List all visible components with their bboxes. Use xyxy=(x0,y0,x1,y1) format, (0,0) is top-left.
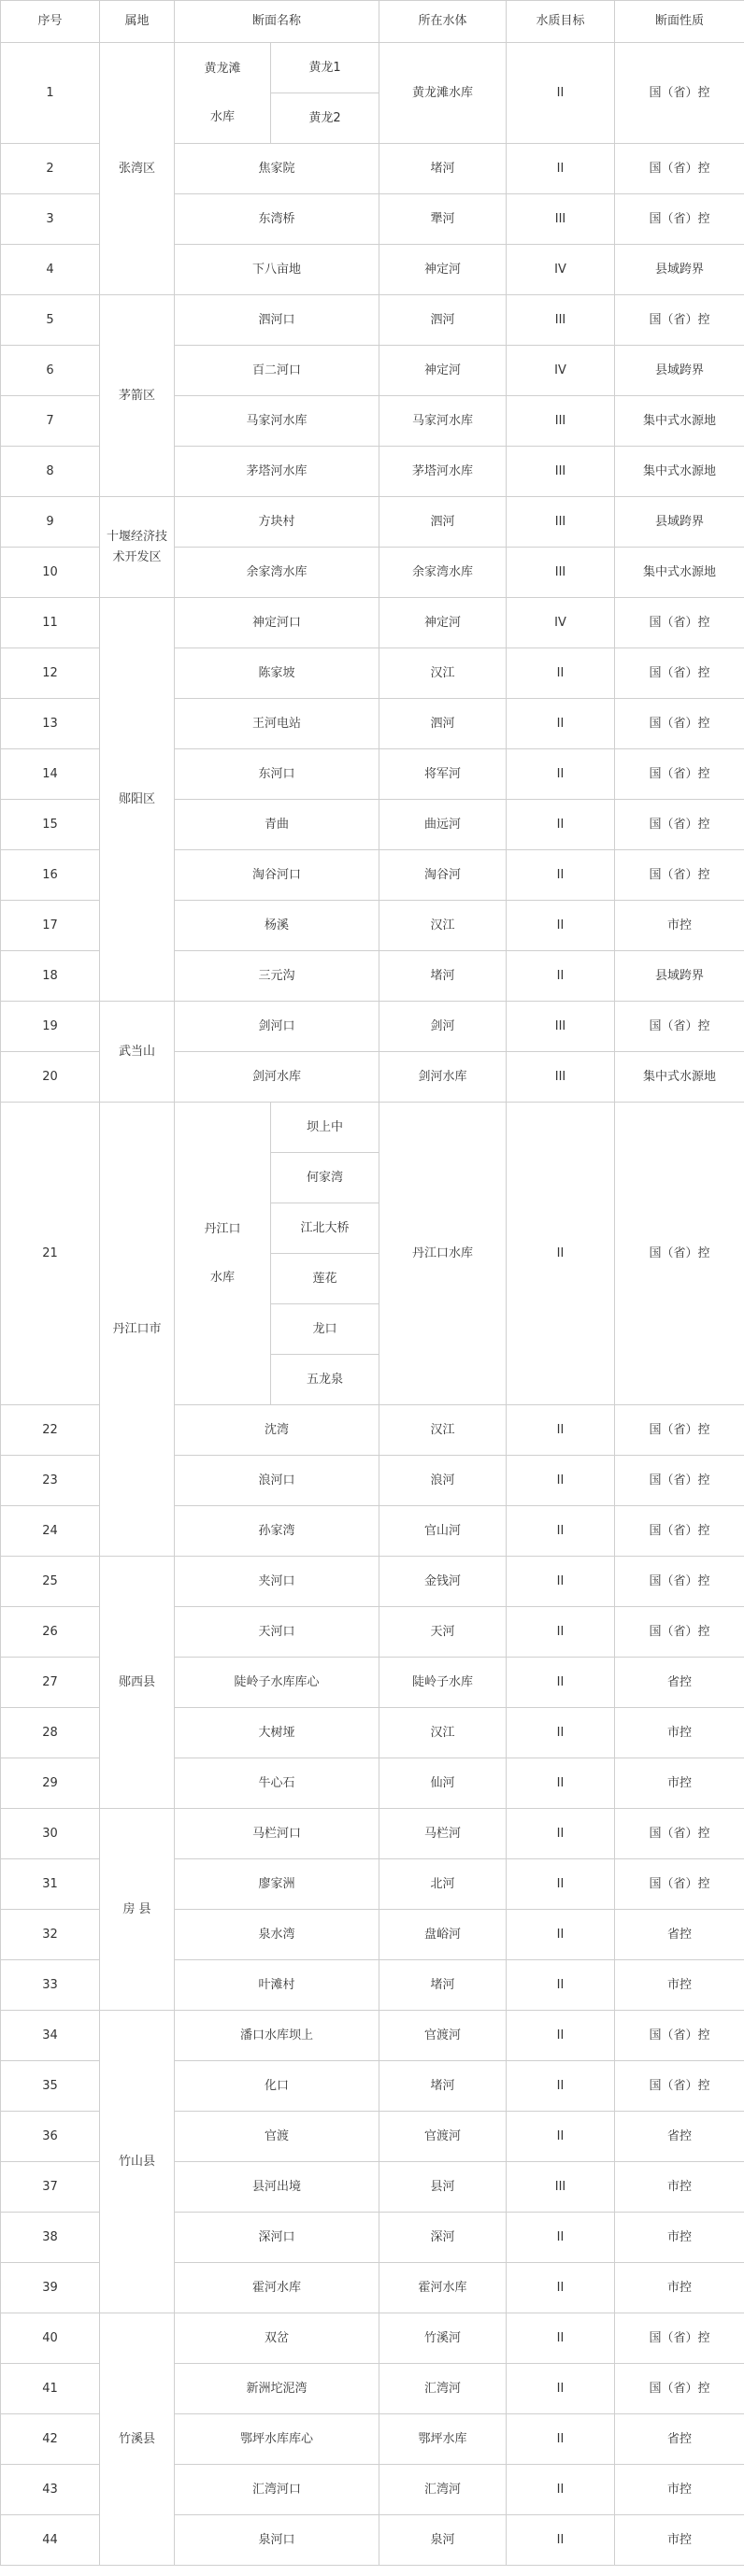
quality-target: III xyxy=(507,295,615,346)
district-cell: 张湾区 xyxy=(100,43,175,295)
section-name: 深河口 xyxy=(175,2213,379,2263)
district-cell: 十堰经济技术开发区 xyxy=(100,497,175,598)
section-nature: 国（省）控 xyxy=(615,1002,744,1052)
section-nature: 国（省）控 xyxy=(615,2061,744,2112)
water-body: 陡岭子水库 xyxy=(379,1658,507,1708)
quality-target: II xyxy=(507,951,615,1002)
section-name: 天河口 xyxy=(175,1607,379,1658)
row-no: 31 xyxy=(1,1859,100,1910)
section-name: 神定河口 xyxy=(175,598,379,648)
section-nature: 国（省）控 xyxy=(615,1456,744,1506)
row-no: 34 xyxy=(1,2011,100,2061)
water-body: 黄龙滩水库 xyxy=(379,43,507,144)
water-body: 淘谷河 xyxy=(379,850,507,901)
row-no: 36 xyxy=(1,2112,100,2162)
water-body: 曲远河 xyxy=(379,800,507,850)
table-row xyxy=(1,1809,744,1859)
header-district: 属地 xyxy=(100,1,175,43)
table-row xyxy=(1,295,744,346)
row-no: 13 xyxy=(1,699,100,749)
quality-target: II xyxy=(507,1405,615,1456)
water-body: 神定河 xyxy=(379,598,507,648)
water-body: 堵河 xyxy=(379,1960,507,2011)
water-body: 汉江 xyxy=(379,1708,507,1758)
section-nature: 国（省）控 xyxy=(615,699,744,749)
section-nature: 国（省）控 xyxy=(615,43,744,144)
quality-target: IV xyxy=(507,245,615,295)
quality-target: II xyxy=(507,2061,615,2112)
section-nature: 国（省）控 xyxy=(615,2364,744,2414)
header-quality-target: 水质目标 xyxy=(507,1,615,43)
section-name: 王河电站 xyxy=(175,699,379,749)
district-cell: 丹江口市 xyxy=(100,1103,175,1557)
sub-section-name: 何家湾 xyxy=(271,1153,379,1203)
section-nature: 国（省）控 xyxy=(615,850,744,901)
section-nature: 市控 xyxy=(615,1758,744,1809)
section-nature: 国（省）控 xyxy=(615,598,744,648)
section-nature: 集中式水源地 xyxy=(615,447,744,497)
water-body: 犟河 xyxy=(379,194,507,245)
section-name: 泉河口 xyxy=(175,2515,379,2566)
row-no: 11 xyxy=(1,598,100,648)
section-name: 泗河口 xyxy=(175,295,379,346)
row-no: 14 xyxy=(1,749,100,800)
section-nature: 国（省）控 xyxy=(615,1607,744,1658)
section-name: 大树垭 xyxy=(175,1708,379,1758)
row-no: 40 xyxy=(1,2313,100,2364)
quality-target: II xyxy=(507,648,615,699)
section-nature: 市控 xyxy=(615,1708,744,1758)
sub-section-name: 龙口 xyxy=(271,1304,379,1355)
group-name-cell xyxy=(175,1103,271,1405)
water-body: 汉江 xyxy=(379,648,507,699)
section-name: 马家河水库 xyxy=(175,396,379,447)
quality-target: II xyxy=(507,901,615,951)
quality-target: II xyxy=(507,1658,615,1708)
section-name: 百二河口 xyxy=(175,346,379,396)
section-name: 官渡 xyxy=(175,2112,379,2162)
sub-section-name: 江北大桥 xyxy=(271,1203,379,1254)
quality-target: II xyxy=(507,2011,615,2061)
sub-section-name: 黄龙1 xyxy=(271,43,379,93)
water-body: 天河 xyxy=(379,1607,507,1658)
row-no: 17 xyxy=(1,901,100,951)
section-nature: 市控 xyxy=(615,2162,744,2213)
section-nature: 国（省）控 xyxy=(615,648,744,699)
water-body: 深河 xyxy=(379,2213,507,2263)
section-nature: 县域跨界 xyxy=(615,245,744,295)
district-cell: 竹溪县 xyxy=(100,2313,175,2566)
section-nature: 市控 xyxy=(615,2515,744,2566)
section-nature: 县域跨界 xyxy=(615,346,744,396)
water-body: 神定河 xyxy=(379,245,507,295)
section-nature: 市控 xyxy=(615,2213,744,2263)
quality-target: II xyxy=(507,1910,615,1960)
section-name: 陈家坡 xyxy=(175,648,379,699)
row-no: 21 xyxy=(1,1103,100,1405)
quality-target: IV xyxy=(507,346,615,396)
row-no: 8 xyxy=(1,447,100,497)
section-nature: 市控 xyxy=(615,2465,744,2515)
section-nature: 集中式水源地 xyxy=(615,548,744,598)
water-body: 汉江 xyxy=(379,901,507,951)
section-name: 化口 xyxy=(175,2061,379,2112)
section-name: 汇湾河口 xyxy=(175,2465,379,2515)
water-body: 剑河水库 xyxy=(379,1052,507,1103)
district-cell: 郧西县 xyxy=(100,1557,175,1809)
sub-section-name: 五龙泉 xyxy=(271,1355,379,1405)
quality-target: III xyxy=(507,396,615,447)
quality-target: II xyxy=(507,1456,615,1506)
water-body: 浪河 xyxy=(379,1456,507,1506)
section-nature: 国（省）控 xyxy=(615,749,744,800)
section-name: 霍河水库 xyxy=(175,2263,379,2313)
quality-target: II xyxy=(507,1809,615,1859)
section-name: 牛心石 xyxy=(175,1758,379,1809)
sub-section-name: 坝上中 xyxy=(271,1103,379,1153)
section-nature: 省控 xyxy=(615,1910,744,1960)
water-body: 官渡河 xyxy=(379,2011,507,2061)
row-no: 22 xyxy=(1,1405,100,1456)
water-body: 竹溪河 xyxy=(379,2313,507,2364)
section-nature: 市控 xyxy=(615,901,744,951)
section-name: 马栏河口 xyxy=(175,1809,379,1859)
row-no: 30 xyxy=(1,1809,100,1859)
section-nature: 国（省）控 xyxy=(615,1103,744,1405)
quality-target: II xyxy=(507,1758,615,1809)
section-name: 东湾桥 xyxy=(175,194,379,245)
water-body: 汉江 xyxy=(379,1405,507,1456)
quality-target: II xyxy=(507,2112,615,2162)
section-nature: 国（省）控 xyxy=(615,2011,744,2061)
section-name: 杨溪 xyxy=(175,901,379,951)
section-nature: 国（省）控 xyxy=(615,2313,744,2364)
water-body: 余家湾水库 xyxy=(379,548,507,598)
row-no: 1 xyxy=(1,43,100,144)
water-body: 汇湾河 xyxy=(379,2364,507,2414)
table-row xyxy=(1,2011,744,2061)
water-body: 堵河 xyxy=(379,144,507,194)
table-body xyxy=(1,43,744,2566)
district-cell: 郧阳区 xyxy=(100,598,175,1002)
district-cell: 茅箭区 xyxy=(100,295,175,497)
section-name: 夹河口 xyxy=(175,1557,379,1607)
section-nature: 国（省）控 xyxy=(615,1859,744,1910)
header-section-nature: 断面性质 xyxy=(615,1,744,43)
sub-section-name: 莲花 xyxy=(271,1254,379,1304)
section-name: 陡岭子水库库心 xyxy=(175,1658,379,1708)
water-body: 官渡河 xyxy=(379,2112,507,2162)
row-no: 19 xyxy=(1,1002,100,1052)
row-no: 6 xyxy=(1,346,100,396)
row-no: 7 xyxy=(1,396,100,447)
header-row xyxy=(1,1,744,43)
water-body: 盘峪河 xyxy=(379,1910,507,1960)
water-body: 神定河 xyxy=(379,346,507,396)
row-no: 27 xyxy=(1,1658,100,1708)
district-cell: 竹山县 xyxy=(100,2011,175,2313)
row-no: 37 xyxy=(1,2162,100,2213)
water-body: 官山河 xyxy=(379,1506,507,1557)
section-name: 茅塔河水库 xyxy=(175,447,379,497)
section-nature: 国（省）控 xyxy=(615,1405,744,1456)
section-nature: 县域跨界 xyxy=(615,951,744,1002)
water-body: 堵河 xyxy=(379,951,507,1002)
section-nature: 市控 xyxy=(615,1960,744,2011)
row-no: 15 xyxy=(1,800,100,850)
section-name: 剑河水库 xyxy=(175,1052,379,1103)
water-body: 泉河 xyxy=(379,2515,507,2566)
water-body: 堵河 xyxy=(379,2061,507,2112)
quality-target: II xyxy=(507,2213,615,2263)
table-row xyxy=(1,43,744,93)
water-body: 汇湾河 xyxy=(379,2465,507,2515)
table-row xyxy=(1,598,744,648)
water-body: 将军河 xyxy=(379,749,507,800)
section-name: 剑河口 xyxy=(175,1002,379,1052)
water-body: 泗河 xyxy=(379,497,507,548)
quality-target: III xyxy=(507,497,615,548)
section-name: 下八亩地 xyxy=(175,245,379,295)
table-row xyxy=(1,2313,744,2364)
quality-target: II xyxy=(507,749,615,800)
table-row xyxy=(1,1103,744,1153)
group-name-line-1: 丹江口 xyxy=(204,1221,241,1236)
section-name: 淘谷河口 xyxy=(175,850,379,901)
quality-target: II xyxy=(507,2465,615,2515)
group-name-line-1: 黄龙滩 xyxy=(204,61,241,76)
header-water-body: 所在水体 xyxy=(379,1,507,43)
quality-target: II xyxy=(507,144,615,194)
quality-target: II xyxy=(507,1103,615,1405)
section-name: 沈湾 xyxy=(175,1405,379,1456)
section-name: 东河口 xyxy=(175,749,379,800)
water-body: 丹江口水库 xyxy=(379,1103,507,1405)
header-no: 序号 xyxy=(1,1,100,43)
table-row xyxy=(1,497,744,548)
row-no: 43 xyxy=(1,2465,100,2515)
section-nature: 国（省）控 xyxy=(615,800,744,850)
quality-target: II xyxy=(507,2364,615,2414)
row-no: 25 xyxy=(1,1557,100,1607)
quality-target: II xyxy=(507,1557,615,1607)
row-no: 35 xyxy=(1,2061,100,2112)
section-nature: 国（省）控 xyxy=(615,1557,744,1607)
table-row xyxy=(1,1002,744,1052)
section-nature: 国（省）控 xyxy=(615,295,744,346)
section-name: 新洲坨泥湾 xyxy=(175,2364,379,2414)
quality-target: III xyxy=(507,447,615,497)
row-no: 10 xyxy=(1,548,100,598)
row-no: 29 xyxy=(1,1758,100,1809)
sub-section-name: 黄龙2 xyxy=(271,93,379,144)
quality-target: III xyxy=(507,2162,615,2213)
section-nature: 县域跨界 xyxy=(615,497,744,548)
row-no: 9 xyxy=(1,497,100,548)
quality-target: II xyxy=(507,2414,615,2465)
water-body: 鄂坪水库 xyxy=(379,2414,507,2465)
section-name: 鄂坪水库库心 xyxy=(175,2414,379,2465)
section-nature: 省控 xyxy=(615,2414,744,2465)
section-name: 廖家洲 xyxy=(175,1859,379,1910)
row-no: 39 xyxy=(1,2263,100,2313)
water-body: 北河 xyxy=(379,1859,507,1910)
section-name: 叶滩村 xyxy=(175,1960,379,2011)
quality-target: III xyxy=(507,1002,615,1052)
section-nature: 市控 xyxy=(615,2263,744,2313)
row-no: 32 xyxy=(1,1910,100,1960)
group-name-line-2: 水库 xyxy=(209,1270,235,1285)
header-section-name: 断面名称 xyxy=(175,1,379,43)
quality-target: II xyxy=(507,699,615,749)
section-name: 潘口水库坝上 xyxy=(175,2011,379,2061)
row-no: 16 xyxy=(1,850,100,901)
group-name-line-2: 水库 xyxy=(209,109,235,124)
section-name: 余家湾水库 xyxy=(175,548,379,598)
section-name: 方块村 xyxy=(175,497,379,548)
section-nature: 集中式水源地 xyxy=(615,396,744,447)
quality-target: II xyxy=(507,2313,615,2364)
quality-target: III xyxy=(507,1052,615,1103)
row-no: 44 xyxy=(1,2515,100,2566)
water-body: 霍河水库 xyxy=(379,2263,507,2313)
water-body: 县河 xyxy=(379,2162,507,2213)
district-cell: 武当山 xyxy=(100,1002,175,1103)
row-no: 23 xyxy=(1,1456,100,1506)
row-no: 4 xyxy=(1,245,100,295)
row-no: 20 xyxy=(1,1052,100,1103)
section-name: 浪河口 xyxy=(175,1456,379,1506)
section-name: 泉水湾 xyxy=(175,1910,379,1960)
water-body: 马家河水库 xyxy=(379,396,507,447)
water-body: 茅塔河水库 xyxy=(379,447,507,497)
section-name: 青曲 xyxy=(175,800,379,850)
section-name: 县河出境 xyxy=(175,2162,379,2213)
quality-target: II xyxy=(507,2263,615,2313)
row-no: 28 xyxy=(1,1708,100,1758)
quality-target: II xyxy=(507,1607,615,1658)
section-name: 焦家院 xyxy=(175,144,379,194)
section-nature: 省控 xyxy=(615,2112,744,2162)
section-nature: 国（省）控 xyxy=(615,1506,744,1557)
row-no: 12 xyxy=(1,648,100,699)
quality-target: II xyxy=(507,43,615,144)
water-body: 仙河 xyxy=(379,1758,507,1809)
section-name: 孙家湾 xyxy=(175,1506,379,1557)
row-no: 41 xyxy=(1,2364,100,2414)
water-body: 剑河 xyxy=(379,1002,507,1052)
quality-target: II xyxy=(507,1708,615,1758)
quality-target: II xyxy=(507,1960,615,2011)
water-body: 金钱河 xyxy=(379,1557,507,1607)
section-nature: 省控 xyxy=(615,1658,744,1708)
row-no: 42 xyxy=(1,2414,100,2465)
water-body: 泗河 xyxy=(379,295,507,346)
quality-target: II xyxy=(507,1506,615,1557)
group-name-cell xyxy=(175,43,271,144)
row-no: 24 xyxy=(1,1506,100,1557)
row-no: 33 xyxy=(1,1960,100,2011)
quality-target: II xyxy=(507,1859,615,1910)
section-name: 三元沟 xyxy=(175,951,379,1002)
row-no: 3 xyxy=(1,194,100,245)
section-nature: 国（省）控 xyxy=(615,1809,744,1859)
section-nature: 国（省）控 xyxy=(615,194,744,245)
row-no: 38 xyxy=(1,2213,100,2263)
quality-target: II xyxy=(507,2515,615,2566)
section-nature: 集中式水源地 xyxy=(615,1052,744,1103)
quality-target: III xyxy=(507,548,615,598)
quality-target: II xyxy=(507,800,615,850)
water-body: 马栏河 xyxy=(379,1809,507,1859)
row-no: 2 xyxy=(1,144,100,194)
quality-target: III xyxy=(507,194,615,245)
table-row xyxy=(1,1557,744,1607)
district-cell: 房 县 xyxy=(100,1809,175,2011)
quality-target: IV xyxy=(507,598,615,648)
row-no: 26 xyxy=(1,1607,100,1658)
section-nature: 国（省）控 xyxy=(615,144,744,194)
row-no: 18 xyxy=(1,951,100,1002)
section-name: 双岔 xyxy=(175,2313,379,2364)
quality-target: II xyxy=(507,850,615,901)
row-no: 5 xyxy=(1,295,100,346)
water-body: 泗河 xyxy=(379,699,507,749)
